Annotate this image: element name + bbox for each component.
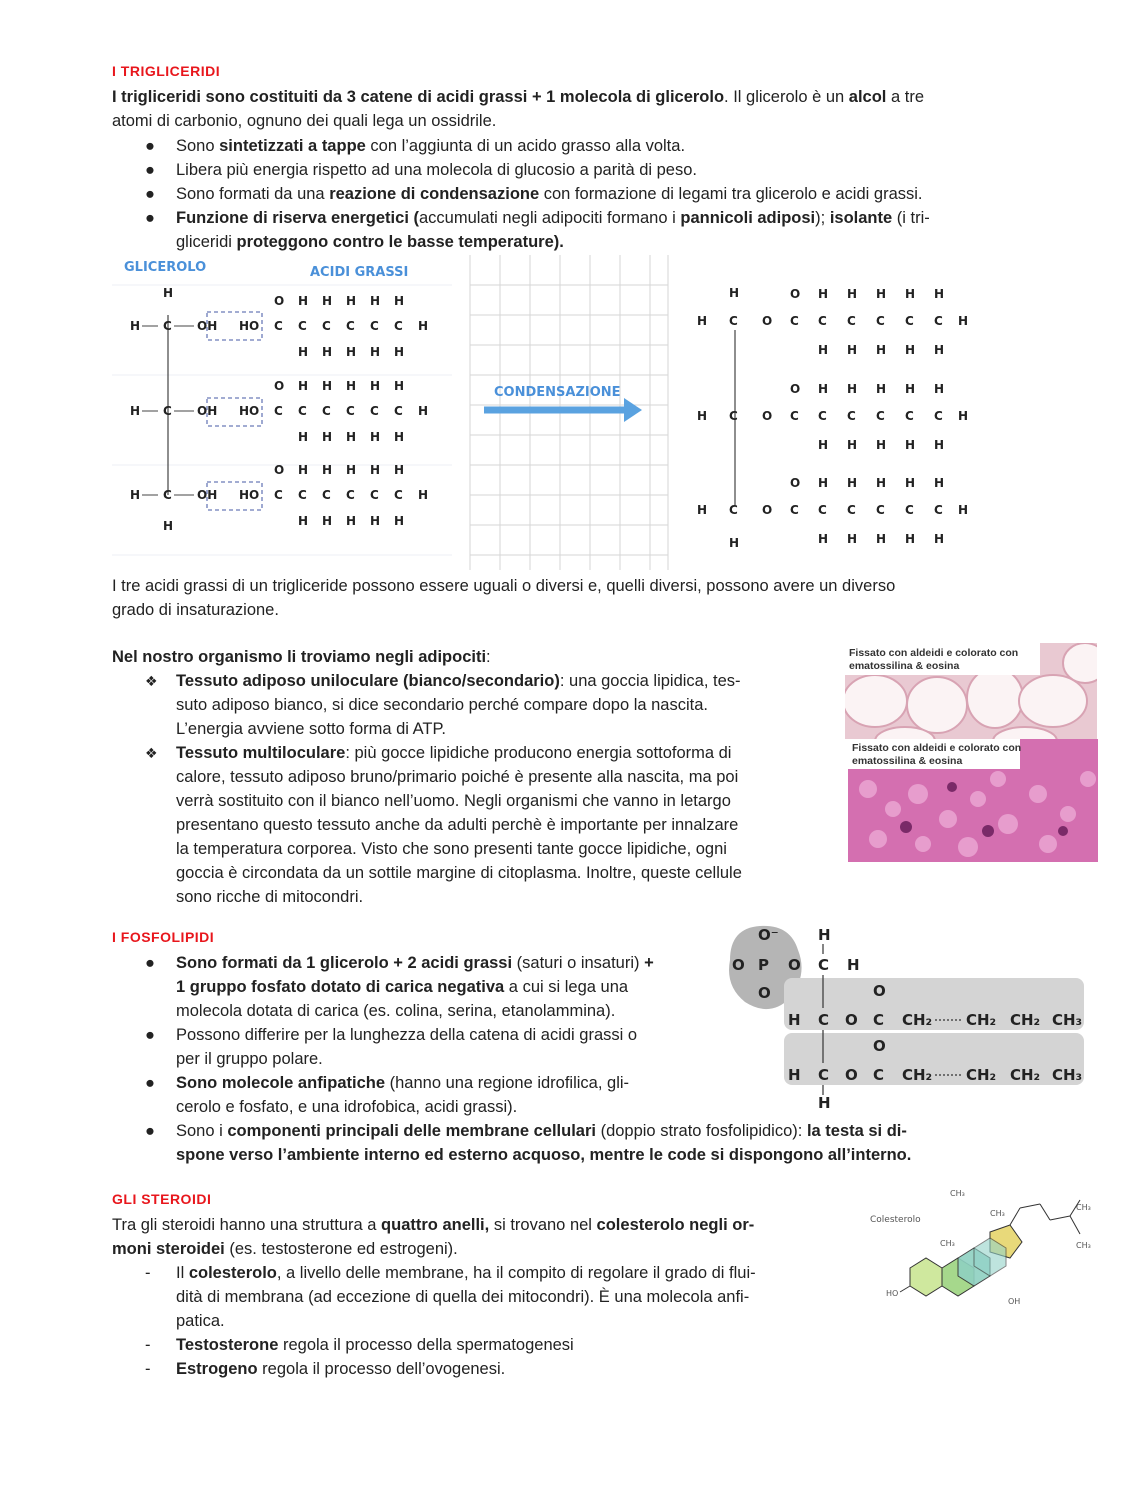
svg-text:H: H [322,430,333,444]
svg-text:H: H [298,345,309,359]
svg-text:H: H [958,503,969,517]
svg-text:C: C [905,409,914,423]
text: Libera più energia rispetto ad una molecola di glucosio a parità di peso. [176,161,697,179]
svg-text:H: H [905,532,916,546]
trig-intro [112,85,1112,133]
svg-text:H: H [818,476,829,490]
svg-text:H: H [394,379,405,393]
svg-text:O: O [845,1066,858,1084]
list-item: ❖ Tessuto adiposo uniloculare (bianco/secondario): una goccia lipidica, tes- suto adiposo bianco, si dice secondario perché compare dopo la nascita. L’energia avviene sotto forma di ATP. [145,672,741,738]
svg-text:O: O [788,956,801,974]
text: (i tri- [892,209,930,227]
text-bold: 1 gruppo fosfato dotato di carica negativa [176,978,505,996]
svg-text:C: C [370,319,379,333]
svg-text:O⁻: O⁻ [758,926,779,944]
text: Sono i [176,1122,228,1140]
svg-text:O: O [732,956,745,974]
svg-text:C: C [818,1011,830,1029]
svg-text:CH₃: CH₃ [950,1190,965,1198]
image-caption: ematossilina & eosina [852,755,963,767]
list-item: ● Sono formati da una reazione di condensazione con formazione di legami tra glicerolo e acidi grassi. [145,185,923,203]
image-caption: Fissato con aldeidi e colorato con [849,647,1019,659]
text-bold: moni steroidei [112,1240,225,1258]
svg-text:HO: HO [239,404,260,418]
svg-text:C: C [729,503,738,517]
svg-text:C: C [790,314,799,328]
text: accumulati negli adipociti formano i [418,209,681,227]
svg-text:H: H [346,345,357,359]
svg-text:C: C [322,319,331,333]
svg-text:H: H [847,438,858,452]
svg-text:H: H [934,287,945,301]
acidi-grassi-label: ACIDI GRASSI [310,265,409,280]
svg-text:H: H [346,463,357,477]
svg-text:H: H [905,438,916,452]
svg-text:C: C [905,503,914,517]
svg-text:H: H [370,345,381,359]
svg-text:O: O [758,984,771,1002]
svg-text:H: H [697,314,708,328]
svg-text:C: C [818,314,827,328]
svg-text:H: H [322,463,333,477]
text: dità di membrana (ad eccezione di quella dei mitocondri). È una molecola anfi- [176,1288,750,1306]
svg-text:CH₂: CH₂ [902,1066,933,1084]
text: si trovano nel [489,1216,597,1234]
white-adipose-image [845,643,1097,739]
text: per il gruppo polare. [176,1050,323,1068]
svg-text:H: H [298,514,309,528]
list-item: - Testosterone regola il processo della spermatogenesi [145,1336,574,1354]
text: : [486,648,491,666]
text: L’energia avviene sotto forma di ATP. [176,720,446,738]
section-title-steroidi: GLI STEROIDI [112,1191,212,1207]
svg-text:H: H [130,404,141,418]
svg-text:C: C [298,404,307,418]
brown-adipose-image [848,739,1098,862]
svg-text:H: H [346,430,357,444]
text-bold: la testa si di- [806,1122,907,1140]
svg-text:H: H [298,430,309,444]
condensazione-label: CONDENSAZIONE [494,385,621,400]
svg-text:H: H [876,532,887,546]
text: con formazione di legami tra glicerolo e acidi grassi. [539,185,923,203]
svg-text:C: C [818,1066,830,1084]
svg-text:CH₃: CH₃ [1052,1066,1083,1084]
svg-text:CH₃: CH₃ [940,1239,955,1248]
text: molecola dotata di carica (es. colina, serina, etanolammina). [176,1002,616,1020]
text: (hanno una regione idrofilica, gli- [385,1074,630,1092]
text: gliceridi [176,233,237,251]
text: : più gocce lipidiche producono energia sottoforma di [345,744,732,762]
text: Sono formati da una [176,185,330,203]
svg-text:H: H [370,294,381,308]
svg-text:H: H [788,1066,801,1084]
text-bold: sintetizzati a tappe [219,137,366,155]
text: regola il processo dell’ovogenesi. [257,1360,506,1378]
adipo-section [112,645,832,909]
svg-text:H: H [934,476,945,490]
glycerol-molecule [130,286,217,533]
svg-text:O: O [845,1011,858,1029]
svg-text:H: H [346,294,357,308]
svg-text:C: C [274,319,283,333]
svg-text:C: C [818,956,830,974]
svg-text:C: C [394,319,403,333]
svg-text:H: H [322,514,333,528]
svg-text:C: C [322,488,331,502]
svg-text:H: H [298,379,309,393]
trig-intro-text: . Il glicerolo è un [724,88,849,106]
list-item: ● Sono molecole anfipatiche (hanno una regione idrofilica, gli- cerolo e fosfato, e una idrofobica, acidi grassi). [145,1074,630,1116]
svg-text:H: H [818,532,829,546]
text-bold: + [644,954,654,972]
svg-text:C: C [790,409,799,423]
text-bold: quattro anelli, [381,1216,490,1234]
svg-text:H: H [394,294,405,308]
svg-text:H: H [322,345,333,359]
svg-text:CH₃: CH₃ [1076,1241,1091,1250]
svg-text:C: C [163,319,172,333]
glicerolo-label: GLICEROLO [124,260,207,275]
svg-text:C: C [847,314,856,328]
svg-text:O: O [762,314,773,328]
svg-text:O: O [790,476,801,490]
svg-text:C: C [274,488,283,502]
svg-text:O: O [274,463,285,477]
svg-text:C: C [876,503,885,517]
triglyceride-product [697,286,968,550]
svg-text:H: H [934,343,945,357]
text: Tra gli steroidi hanno una struttura a [112,1216,382,1234]
svg-text:H: H [298,463,309,477]
list-item: ● Possono differire per la lunghezza della catena di acidi grassi o per il gruppo polare. [145,1026,638,1068]
svg-text:C: C [790,503,799,517]
svg-text:O: O [762,503,773,517]
svg-text:C: C [873,1066,885,1084]
trig-intro-line2: atomi di carbonio, ognuno dei quali lega un ossidrile. [112,112,497,130]
text-bold: Sono molecole anfipatiche [176,1074,386,1092]
svg-text:C: C [163,404,172,418]
svg-text:H: H [847,956,860,974]
text: (saturi o insaturi) [512,954,645,972]
svg-text:H: H [322,294,333,308]
svg-text:H: H [788,1011,801,1029]
svg-text:C: C [934,409,943,423]
svg-text:O: O [873,982,886,1000]
svg-text:OH: OH [197,404,218,418]
svg-text:O: O [790,287,801,301]
svg-text:H: H [729,536,740,550]
svg-text:H: H [847,382,858,396]
svg-text:C: C [163,488,172,502]
text-bold: Tessuto adiposo uniloculare (bianco/secondario) [176,672,560,690]
svg-text:H: H [818,1094,831,1112]
svg-text:C: C [729,314,738,328]
svg-text:CH₂: CH₂ [902,1011,933,1029]
svg-text:O: O [274,294,285,308]
svg-text:H: H [163,286,174,300]
svg-text:O: O [762,409,773,423]
text-bold: isolante [829,209,893,227]
svg-text:C: C [847,409,856,423]
adipo-intro: Nel nostro organismo li troviamo negli adipociti [112,648,487,666]
svg-text:H: H [394,514,405,528]
svg-text:H: H [847,343,858,357]
svg-text:H: H [130,488,141,502]
image-caption: Fissato con aldeidi e colorato con [852,742,1022,754]
trig-intro-alcol: alcol [848,88,887,106]
svg-text:H: H [370,430,381,444]
fatty-acid-chains-left [239,294,428,528]
list-item: ● Sono i componenti principali delle membrane cellulari (doppio strato fosfolipidico): la testa si di- spone verso l’ambiente interno ed esterno acquoso, mentre le code si dispongono all’interno. [145,1122,912,1164]
svg-text:H: H [818,343,829,357]
svg-text:C: C [346,488,355,502]
text-bold: proteggono contro le basse temperature). [236,233,564,251]
svg-text:H: H [876,382,887,396]
text: grado di insaturazione. [112,601,279,619]
trig-intro-bold: I trigliceridi sono costituiti da 3 catene di acidi grassi + 1 molecola di glicerolo [112,88,725,106]
svg-text:H: H [934,382,945,396]
trig-intro-text2: a tre [886,88,924,106]
svg-text:H: H [847,287,858,301]
text: I tre acidi grassi di un trigliceride possono essere uguali o diversi e, quelli diversi, possono avere un diverso [112,577,896,595]
svg-text:C: C [905,314,914,328]
text: , a livello delle membrane, ha il compito di regolare il grado di flui- [276,1264,756,1282]
text: goccia è circondata da un sottile margine di citoplasma. Inoltre, queste cellule [176,864,742,882]
svg-text:O: O [790,382,801,396]
svg-text:H: H [934,532,945,546]
text-bold: colesterolo negli or- [596,1216,755,1234]
list-item: ● Sono formati da 1 glicerolo + 2 acidi grassi (saturi o insaturi) + 1 gruppo fosfato dotato di carica negativa a cui si lega una molecola dotata di carica (es. colina, serina, etanolammina). [145,954,654,1020]
svg-text:CH₂: CH₂ [966,1011,997,1029]
svg-text:H: H [418,319,429,333]
svg-text:H: H [958,409,969,423]
list-item: ● Sono sintetizzati a tappe con l’aggiunta di un acido grasso alla volta. [145,137,686,155]
text: calore, tessuto adiposo bruno/primario poiché è presente alla nascita, ma poi [176,768,739,786]
svg-text:CH₂: CH₂ [1010,1011,1041,1029]
text-bold: Estrogeno [176,1360,258,1378]
section-title-fosfolipidi: I FOSFOLIPIDI [112,929,215,945]
text: patica. [176,1312,225,1330]
svg-text:H: H [905,476,916,490]
svg-text:H: H [418,404,429,418]
svg-text:P: P [758,956,769,974]
svg-text:C: C [346,319,355,333]
svg-text:H: H [394,463,405,477]
svg-text:H: H [934,438,945,452]
svg-text:C: C [847,503,856,517]
svg-text:H: H [394,345,405,359]
list-item: ● Funzione di riserva energetici (accumulati negli adipociti formano i pannicoli adiposi); isolante (i tri- gliceridi proteggono contro le basse temperature). [145,209,930,251]
svg-text:O: O [274,379,285,393]
svg-text:HO: HO [239,319,260,333]
svg-text:H: H [697,503,708,517]
svg-text:C: C [322,404,331,418]
text: ); [815,209,830,227]
text: (doppio strato fosfolipidico): [595,1122,807,1140]
list-item: - Il colesterolo, a livello delle membrane, ha il compito di regolare il grado di flui- dità di membrana (ad eccezione di quella dei mitocondri). È una molecola anfi- patica. [145,1264,756,1330]
text: Possono differire per la lunghezza della catena di acidi grassi o [176,1026,638,1044]
svg-text:H: H [876,476,887,490]
svg-text:C: C [394,488,403,502]
svg-text:OH: OH [197,488,218,502]
svg-text:CH₃: CH₃ [990,1209,1005,1218]
svg-text:H: H [818,438,829,452]
svg-text:O: O [873,1037,886,1055]
svg-text:H: H [697,409,708,423]
text-bold: Tessuto multiloculare [176,744,346,762]
text: Il [176,1264,189,1282]
section-title-trigliceridi: I TRIGLICERIDI [112,63,221,79]
svg-text:HO: HO [886,1289,899,1298]
svg-text:HO: HO [239,488,260,502]
text: a cui si lega una [504,978,629,996]
text-bold: spone verso l’ambiente interno ed esterno acquoso, mentre le code si dispongono all’interno. [176,1146,912,1164]
svg-text:H: H [370,514,381,528]
svg-text:H: H [818,382,829,396]
text-bold: Testosterone [176,1336,279,1354]
text: sono ricche di mitocondri. [176,888,364,906]
text-bold: componenti principali delle membrane cellulari [227,1122,596,1140]
svg-text:H: H [370,463,381,477]
svg-text:C: C [394,404,403,418]
svg-text:C: C [298,319,307,333]
text: verrà sostituito con il bianco nell’uomo. Negli organismi che vanno in letargo [176,792,731,810]
svg-text:C: C [873,1011,885,1029]
svg-text:H: H [298,294,309,308]
svg-text:H: H [958,314,969,328]
svg-text:CH₃: CH₃ [1076,1203,1091,1212]
svg-text:H: H [322,379,333,393]
svg-text:C: C [876,314,885,328]
svg-text:H: H [847,532,858,546]
text-bold: colesterolo [188,1264,277,1282]
svg-text:H: H [905,287,916,301]
text: (es. testosterone ed estrogeni). [224,1240,458,1258]
svg-text:H: H [130,319,141,333]
svg-text:C: C [298,488,307,502]
svg-text:C: C [934,314,943,328]
svg-text:C: C [729,409,738,423]
trig-after [112,574,1122,622]
svg-text:OH: OH [197,319,218,333]
text: Sono [176,137,220,155]
svg-text:H: H [370,379,381,393]
stero-section [112,1213,842,1381]
svg-text:H: H [876,287,887,301]
svg-text:C: C [346,404,355,418]
text-bold: Sono formati da 1 glicerolo + 2 acidi grassi [176,954,513,972]
text-bold: Funzione di riserva energetici ( [176,209,419,227]
svg-text:C: C [818,503,827,517]
svg-text:H: H [818,926,831,944]
svg-text:H: H [847,476,858,490]
text: cerolo e fosfato, e una idrofobica, acidi grassi). [176,1098,518,1116]
svg-text:H: H [418,488,429,502]
svg-text:OH: OH [1008,1297,1021,1306]
image-caption: ematossilina & eosina [849,660,960,672]
svg-text:CH₃: CH₃ [1052,1011,1083,1029]
text: regola il processo della spermatogenesi [278,1336,574,1354]
svg-text:C: C [370,404,379,418]
triglyceride-condensation-diagram [112,255,992,570]
svg-text:C: C [818,409,827,423]
trig-bullets [112,134,1112,254]
svg-text:H: H [905,343,916,357]
list-item: ❖ Tessuto multiloculare: più gocce lipidiche producono energia sottoforma di calore, tessuto adiposo bruno/primario poiché è presente alla nascita, ma poi verrà sostituito con il bianco nell’uomo. Negli organismi che vanno in letargo presentano questo tessuto anche da adulti perchè è importante per innalzare la temperatura corporea. Visto che sono presenti tante gocce lipidiche, ogni goccia è circondata da un sottile margine di citoplasma. Inoltre, queste cellule sono ricche di mitocondri. [145,744,742,906]
svg-text:CH₂: CH₂ [1010,1066,1041,1084]
svg-text:C: C [934,503,943,517]
arrow-icon [484,398,642,422]
text: presentano questo tessuto anche da adulti perchè è importante per innalzare [176,816,739,834]
phospholipid-structure-figure [720,920,1092,1115]
svg-text:H: H [394,430,405,444]
cholesterol-structure-figure [862,1190,1098,1308]
figure-label: Colesterolo [870,1215,921,1225]
svg-text:C: C [274,404,283,418]
svg-text:C: C [876,409,885,423]
text: la temperatura corporea. Visto che sono presenti tante gocce lipidiche, ogni [176,840,727,858]
svg-text:H: H [346,379,357,393]
svg-text:H: H [876,343,887,357]
text-bold: reazione di condensazione [329,185,540,203]
svg-text:H: H [876,438,887,452]
text: con l’aggiunta di un acido grasso alla volta. [365,137,686,155]
list-item: ● Libera più energia rispetto ad una molecola di glucosio a parità di peso. [145,161,697,179]
text: : una goccia lipidica, tes- [559,672,741,690]
text-bold: pannicoli adiposi [680,209,816,227]
list-item: - Estrogeno regola il processo dell’ovogenesi. [145,1360,506,1378]
svg-text:H: H [729,286,740,300]
svg-text:H: H [905,382,916,396]
svg-text:H: H [818,287,829,301]
text: suto adiposo bianco, si dice secondario perché compare dopo la nascita. [176,696,708,714]
svg-text:C: C [370,488,379,502]
svg-text:H: H [163,519,174,533]
svg-text:H: H [346,514,357,528]
svg-text:CH₂: CH₂ [966,1066,997,1084]
